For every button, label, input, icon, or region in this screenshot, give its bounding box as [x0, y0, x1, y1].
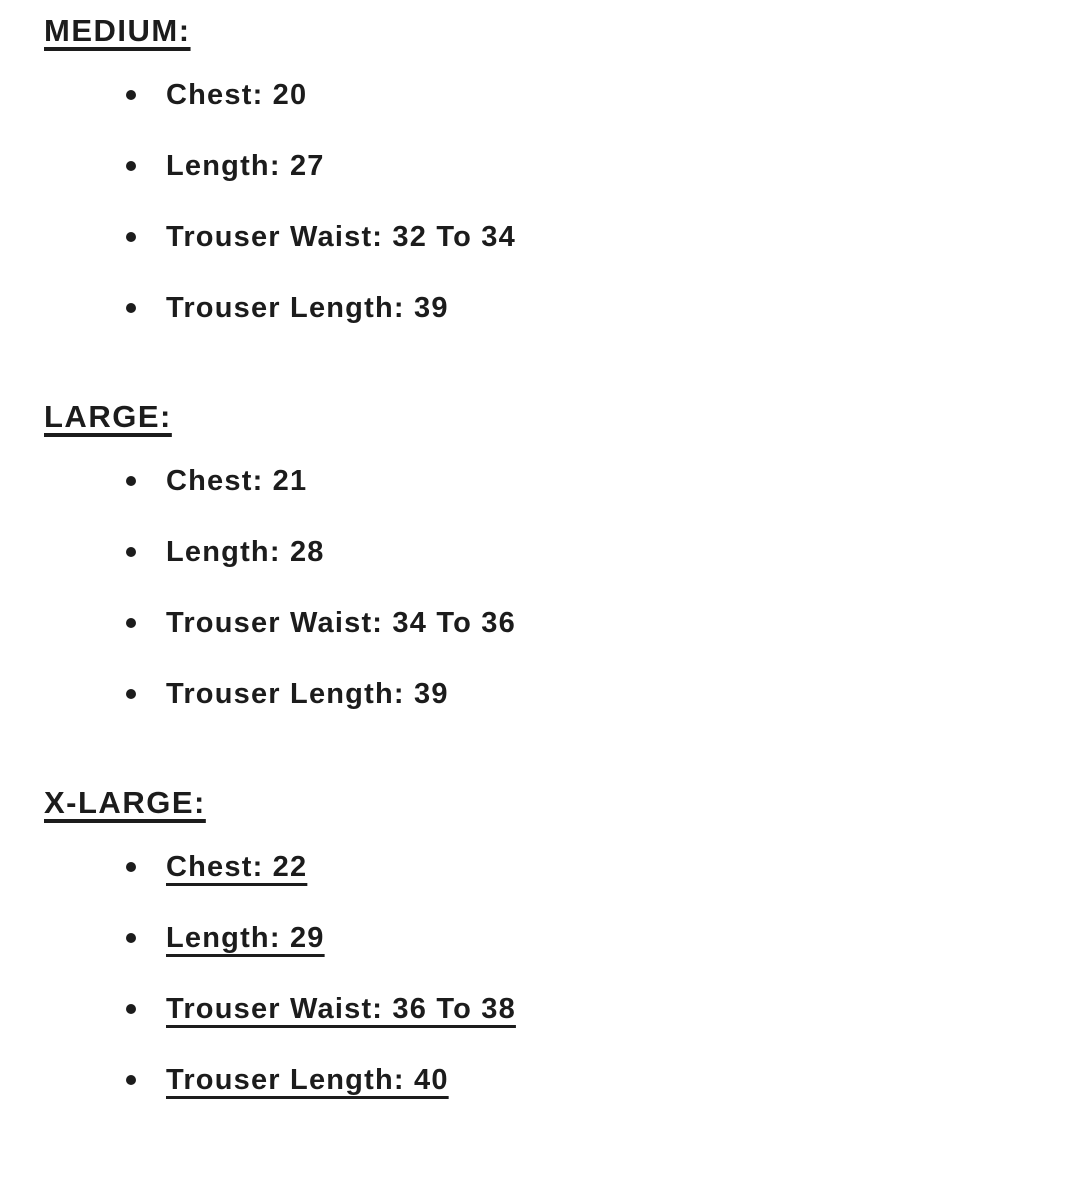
bullet-icon: [126, 547, 136, 557]
list-item: [166, 1061, 1040, 1099]
measurement-list-x-large: [44, 848, 1040, 1099]
bullet-icon: [126, 161, 136, 171]
measurement-text: Trouser Length: 39: [166, 678, 449, 710]
list-item: [166, 533, 1040, 571]
size-section-x-large: [44, 782, 1040, 1099]
section-title-medium: MEDIUM:: [44, 13, 191, 48]
list-item: [166, 147, 1040, 185]
measurement-text: Trouser Length: 39: [166, 292, 449, 324]
measurement-text: Trouser Waist: 34 To 36: [166, 607, 516, 639]
list-item: [166, 990, 1040, 1028]
bullet-icon: [126, 1004, 136, 1014]
bullet-icon: [126, 232, 136, 242]
bullet-icon: [126, 933, 136, 943]
list-item: [166, 919, 1040, 957]
section-title-large: LARGE:: [44, 399, 172, 434]
list-item: [166, 604, 1040, 642]
bullet-icon: [126, 689, 136, 699]
measurement-text: Trouser Length: 40: [166, 1064, 449, 1096]
measurement-list-medium: [44, 76, 1040, 327]
measurement-text: Chest: 21: [166, 465, 308, 497]
list-item: [166, 76, 1040, 114]
list-item: [166, 848, 1040, 886]
measurement-list-large: [44, 462, 1040, 713]
bullet-icon: [126, 618, 136, 628]
section-title-x-large: X-LARGE:: [44, 785, 206, 820]
measurement-text: Chest: 20: [166, 79, 308, 111]
bullet-icon: [126, 1075, 136, 1085]
list-item: [166, 218, 1040, 256]
list-item: [166, 289, 1040, 327]
bullet-icon: [126, 862, 136, 872]
list-item: [166, 462, 1040, 500]
measurement-text: Trouser Waist: 32 To 34: [166, 221, 516, 253]
measurement-text: Trouser Waist: 36 To 38: [166, 993, 516, 1025]
list-item: [166, 675, 1040, 713]
bullet-icon: [126, 476, 136, 486]
measurement-text: Length: 29: [166, 922, 325, 954]
bullet-icon: [126, 90, 136, 100]
measurement-text: Chest: 22: [166, 851, 308, 883]
bullet-icon: [126, 303, 136, 313]
measurement-text: Length: 27: [166, 150, 325, 182]
size-section-medium: [44, 10, 1040, 327]
size-section-large: [44, 396, 1040, 713]
measurement-text: Length: 28: [166, 536, 325, 568]
